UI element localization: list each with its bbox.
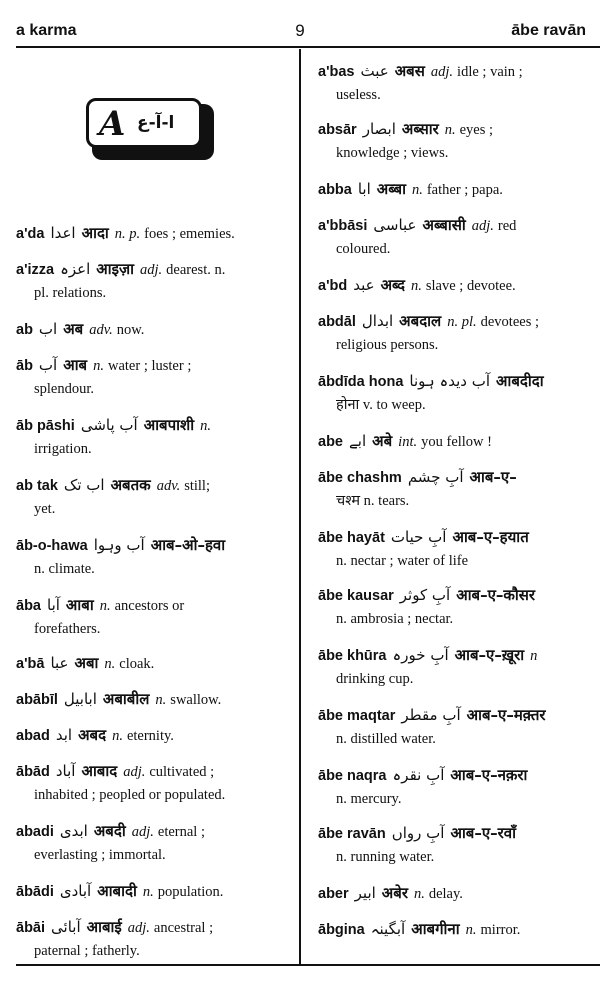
dictionary-entry: [318, 370, 550, 417]
entry-definition: eternity.: [126, 728, 174, 744]
dictionary-entry: [318, 764, 533, 811]
entry-hindi: अबा: [74, 654, 99, 672]
entry-part-of-speech: adj.: [471, 218, 494, 234]
entry-headword: a'bā: [16, 656, 45, 672]
entry-part-of-speech: n.: [93, 358, 104, 374]
entry-urdu: آبائی: [51, 918, 81, 936]
dictionary-entry: [16, 688, 221, 712]
entry-hindi: आबपाशी: [143, 416, 195, 434]
entry-headword: ābādi: [16, 884, 54, 900]
entry-part-of-speech: adj.: [127, 920, 150, 936]
entry-continuation: irrigation.: [34, 441, 92, 457]
entry-definition: red: [497, 218, 517, 234]
banner-urdu-letters: ا-آ-ع: [137, 113, 175, 133]
entry-continuation: knowledge ; views.: [336, 145, 449, 161]
dictionary-entry: [16, 916, 213, 963]
entry-urdu: ابد: [55, 726, 73, 744]
entry-headword: ābe ravān: [318, 826, 386, 842]
entry-definition: mirror.: [480, 922, 521, 938]
entry-hindi: अब्द: [380, 276, 406, 294]
entry-headword: ab tak: [16, 478, 58, 494]
entry-first-line: [16, 688, 221, 712]
dictionary-entry: [16, 652, 154, 676]
entry-hindi: आबदीदा: [496, 372, 544, 390]
entry-part-of-speech: adv.: [156, 478, 181, 494]
entry-headword: ābe naqra: [318, 768, 387, 784]
dictionary-entry: [318, 214, 516, 261]
entry-headword: ābe khūra: [318, 648, 387, 664]
entry-headword: ābe hayāt: [318, 530, 385, 546]
entry-urdu: آب وہوا: [93, 536, 145, 554]
entry-part-of-speech: adj.: [131, 824, 154, 840]
dictionary-entry: [16, 258, 225, 305]
entry-continuation: n. ambrosia ; nectar.: [336, 611, 454, 627]
entry-hindi: अब्सार: [401, 120, 439, 138]
entry-headword: ābgina: [318, 922, 365, 938]
entry-urdu: آبِ نقرہ: [392, 766, 445, 784]
entry-first-line: [318, 310, 539, 334]
entry-continuation: n. climate.: [34, 561, 95, 577]
entry-first-line: [16, 724, 174, 748]
entry-urdu: ابابیل: [63, 690, 97, 708]
dictionary-entry: [16, 724, 174, 748]
dictionary-entry: [16, 594, 184, 641]
entry-continuation: splendour.: [34, 381, 95, 397]
entry-headword: ābe kausar: [318, 588, 394, 604]
column-divider: [299, 49, 301, 964]
entry-definition: now.: [116, 322, 145, 338]
entry-hindi: अबेर: [381, 884, 408, 902]
entry-hindi: आब–ए–ख़ूरा: [454, 646, 525, 664]
entry-first-line: [16, 258, 225, 282]
entry-urdu: ابے: [349, 432, 367, 450]
header-first-word: a karma: [16, 22, 77, 39]
entry-part-of-speech: n.: [200, 418, 211, 434]
dictionary-entry: [16, 318, 144, 342]
entry-headword: a'bas: [318, 64, 355, 80]
entry-hindi: अबदी: [93, 822, 126, 840]
entry-part-of-speech: n.: [155, 692, 167, 708]
entry-first-line: [16, 414, 215, 438]
entry-headword: absār: [318, 122, 357, 138]
entry-headword: abad: [16, 728, 50, 744]
entry-first-line: [16, 474, 210, 498]
entry-urdu: آبا: [47, 596, 60, 614]
entry-urdu: آباد: [55, 762, 76, 780]
entry-headword: ābe maqtar: [318, 708, 396, 724]
entry-hindi: आब–ए–रवाँ: [450, 824, 517, 842]
entry-definition: cloak.: [119, 656, 155, 672]
entry-headword: āb: [16, 358, 33, 374]
entry-part-of-speech: int.: [398, 434, 418, 450]
entry-first-line: [318, 118, 493, 142]
entry-part-of-speech: n.: [465, 922, 477, 938]
dictionary-entry: [318, 118, 493, 165]
dictionary-entry: [318, 310, 539, 357]
entry-continuation: religious persons.: [336, 337, 439, 353]
entry-urdu: اعزہ: [60, 260, 91, 278]
dictionary-entry: [318, 822, 522, 869]
entry-continuation: yet.: [34, 501, 56, 517]
entry-urdu: آبادی: [59, 882, 92, 900]
entry-urdu: اب تک: [63, 476, 105, 494]
entry-part-of-speech: n.: [411, 182, 423, 198]
entry-continuation: चश्म n. tears.: [336, 493, 410, 509]
entry-definition: delay.: [428, 886, 463, 902]
page-header: [0, 0, 600, 48]
entry-part-of-speech: n.: [99, 598, 111, 614]
entry-first-line: [318, 918, 520, 942]
entry-part-of-speech: n.: [104, 656, 116, 672]
entry-urdu: ابدال: [361, 312, 394, 330]
entry-hindi: आबगीना: [411, 920, 460, 938]
entry-headword: ābāi: [16, 920, 46, 936]
entry-first-line: [318, 882, 463, 906]
entry-definition: ancestral ;: [153, 920, 214, 936]
entry-first-line: [318, 274, 516, 298]
entry-first-line: [16, 652, 154, 676]
entry-hindi: आदा: [81, 224, 109, 242]
entry-urdu: عبث: [360, 62, 389, 80]
entry-hindi: आबादी: [97, 882, 137, 900]
entry-continuation: inhabited ; peopled or populated.: [34, 787, 226, 803]
letter-banner: [86, 98, 212, 158]
entry-first-line: [318, 526, 535, 550]
dictionary-entry: [318, 274, 516, 298]
entry-definition: eternal ;: [157, 824, 205, 840]
entry-urdu: آبِ رواں: [391, 824, 445, 842]
header-rule: [16, 46, 600, 48]
footer-rule: [16, 964, 600, 966]
entry-headword: āb pāshi: [16, 418, 75, 434]
entry-continuation: useless.: [336, 87, 381, 103]
dictionary-entry: [318, 178, 503, 202]
entry-definition: still;: [184, 478, 210, 494]
entry-urdu: آبِ مقطر: [401, 706, 461, 724]
entry-continuation: everlasting ; immortal.: [34, 847, 166, 863]
dictionary-entry: [318, 60, 523, 107]
entry-definition: population.: [157, 884, 224, 900]
entry-hindi: अब्बासी: [422, 216, 466, 234]
entry-urdu: آبِ حیات: [390, 528, 447, 546]
dictionary-entry: [16, 474, 210, 521]
entry-hindi: आबाई: [86, 918, 122, 936]
entry-first-line: [16, 354, 191, 378]
entry-headword: ābe chashm: [318, 470, 402, 486]
entry-headword: āb-o-hawa: [16, 538, 88, 554]
dictionary-entry: [16, 414, 215, 461]
page-number: 9: [295, 21, 305, 40]
entry-definition: idle ; vain ;: [457, 64, 523, 80]
entry-headword: ābdīda hona: [318, 374, 404, 390]
entry-definition: slave ; devotee.: [425, 278, 516, 294]
entry-part-of-speech: n.: [411, 278, 422, 294]
entry-headword: abba: [318, 182, 352, 198]
entry-hindi: आइज़ा: [96, 260, 135, 278]
entry-definition: devotees ;: [480, 314, 540, 330]
entry-definition: ancestors or: [114, 598, 185, 614]
entry-urdu: ابیر: [354, 884, 376, 902]
entry-hindi: अबद: [78, 726, 107, 744]
dictionary-entry: [318, 644, 541, 691]
entry-hindi: अबदाल: [399, 312, 442, 330]
entry-urdu: آبگینہ: [370, 920, 406, 938]
entry-first-line: [16, 820, 205, 844]
banner-box: [86, 98, 202, 148]
entry-urdu: اعدا: [50, 224, 76, 242]
entry-first-line: [318, 178, 503, 202]
entry-urdu: عباسی: [373, 216, 417, 234]
entry-first-line: [16, 880, 223, 904]
entry-urdu: اب: [38, 320, 58, 338]
entry-definition: father ; papa.: [426, 182, 503, 198]
entry-urdu: آبِ خورہ: [392, 646, 449, 664]
entry-hindi: आब–ए–: [469, 468, 517, 486]
entry-continuation: n. running water.: [336, 849, 435, 865]
entry-urdu: ابصار: [362, 120, 396, 138]
entry-urdu: ابدی: [59, 822, 88, 840]
entry-definition: cultivated ;: [149, 764, 215, 780]
entry-headword: a'bd: [318, 278, 348, 294]
entry-urdu: آب دیدہ ہونا: [409, 372, 491, 390]
entry-first-line: [16, 222, 235, 246]
entry-hindi: अब्बा: [376, 180, 406, 198]
dictionary-entry: [318, 430, 492, 454]
entry-urdu: عبا: [50, 654, 69, 672]
dictionary-entry: [318, 704, 552, 751]
entry-continuation: drinking cup.: [336, 671, 414, 687]
dictionary-entry: [16, 880, 223, 904]
entry-first-line: [318, 822, 522, 846]
entry-first-line: [318, 704, 552, 728]
header-last-word: ābe ravān: [511, 22, 586, 39]
entry-urdu: آب پاشی: [80, 416, 138, 434]
entry-part-of-speech: n.: [413, 886, 425, 902]
entry-part-of-speech: n. p.: [114, 226, 141, 242]
entry-hindi: अबतक: [110, 476, 151, 494]
entry-urdu: عبد: [353, 276, 375, 294]
entry-first-line: [16, 594, 184, 618]
entry-definition: eyes ;: [459, 122, 494, 138]
dictionary-entry: [318, 526, 535, 573]
entry-definition: foes ; ememies.: [144, 226, 235, 242]
dictionary-entry: [318, 882, 463, 906]
entry-headword: ābād: [16, 764, 50, 780]
entry-part-of-speech: adj.: [430, 64, 454, 80]
entry-definition: you fellow !: [421, 434, 492, 450]
entry-first-line: [318, 466, 523, 490]
banner-latin-letter: A: [99, 104, 126, 144]
entry-headword: āba: [16, 598, 41, 614]
entry-headword: abdāl: [318, 314, 356, 330]
entry-continuation: n. distilled water.: [336, 731, 436, 747]
entry-continuation: paternal ; fatherly.: [34, 943, 140, 959]
dictionary-entry: [318, 918, 520, 942]
entry-first-line: [318, 430, 492, 454]
entry-first-line: [16, 916, 213, 940]
entry-hindi: आब: [63, 356, 88, 374]
entry-hindi: आबा: [65, 596, 94, 614]
entry-definition: water ; luster ;: [108, 358, 192, 374]
entry-part-of-speech: adv.: [89, 322, 113, 338]
dictionary-entry: [16, 354, 191, 401]
entry-first-line: [318, 60, 523, 84]
entry-part-of-speech: n: [530, 648, 538, 664]
entry-hindi: अब: [63, 320, 84, 338]
entry-part-of-speech: adj.: [123, 764, 146, 780]
entry-first-line: [16, 534, 231, 558]
entry-hindi: अबे: [372, 432, 393, 450]
entry-continuation: होना v. to weep.: [336, 397, 426, 413]
entry-definition: dearest. n.: [166, 262, 226, 278]
entry-continuation: n. nectar ; water of life: [336, 553, 469, 569]
entry-first-line: [318, 214, 516, 238]
entry-headword: a'da: [16, 226, 45, 242]
entry-continuation: n. mercury.: [336, 791, 402, 807]
entry-urdu: آبِ چشم: [407, 468, 464, 486]
entry-hindi: आबाद: [81, 762, 118, 780]
entry-hindi: आब–ओ–हवा: [150, 536, 226, 554]
entry-first-line: [318, 370, 550, 394]
dictionary-entry: [318, 466, 523, 513]
entry-part-of-speech: n.: [444, 122, 456, 138]
entry-headword: aber: [318, 886, 349, 902]
dictionary-entry: [318, 584, 541, 631]
dictionary-entry: [16, 222, 235, 246]
entry-first-line: [318, 644, 541, 668]
entry-hindi: आब–ए–नक़रा: [450, 766, 528, 784]
entry-headword: abābīl: [16, 692, 58, 708]
entry-definition: swallow.: [170, 692, 222, 708]
entry-continuation: forefathers.: [34, 621, 101, 637]
entry-headword: a'bbāsi: [318, 218, 368, 234]
entry-hindi: आब–ए–हयात: [452, 528, 529, 546]
entry-headword: abadi: [16, 824, 54, 840]
dictionary-entry: [16, 534, 231, 581]
entry-continuation: coloured.: [336, 241, 391, 257]
entry-part-of-speech: n.: [142, 884, 154, 900]
entry-first-line: [318, 764, 533, 788]
entry-hindi: अबाबील: [102, 690, 150, 708]
entry-part-of-speech: adj.: [140, 262, 163, 278]
entry-hindi: आब–ए–कौसर: [456, 586, 536, 604]
entry-urdu: آبِ کوثر: [399, 586, 451, 604]
entry-hindi: अबस: [394, 62, 425, 80]
entry-part-of-speech: n.: [112, 728, 123, 744]
entry-first-line: [16, 760, 225, 784]
dictionary-entry: [16, 820, 205, 867]
entry-continuation: pl. relations.: [34, 285, 107, 301]
entry-hindi: आब–ए–मक़्तर: [466, 706, 546, 724]
entry-urdu: آب: [38, 356, 58, 374]
dictionary-entry: [16, 760, 225, 807]
entry-headword: a'izza: [16, 262, 55, 278]
entry-part-of-speech: n. pl.: [447, 314, 477, 330]
entry-urdu: ابا: [357, 180, 371, 198]
entry-first-line: [318, 584, 541, 608]
entry-first-line: [16, 318, 144, 342]
entry-headword: abe: [318, 434, 343, 450]
entry-headword: ab: [16, 322, 33, 338]
